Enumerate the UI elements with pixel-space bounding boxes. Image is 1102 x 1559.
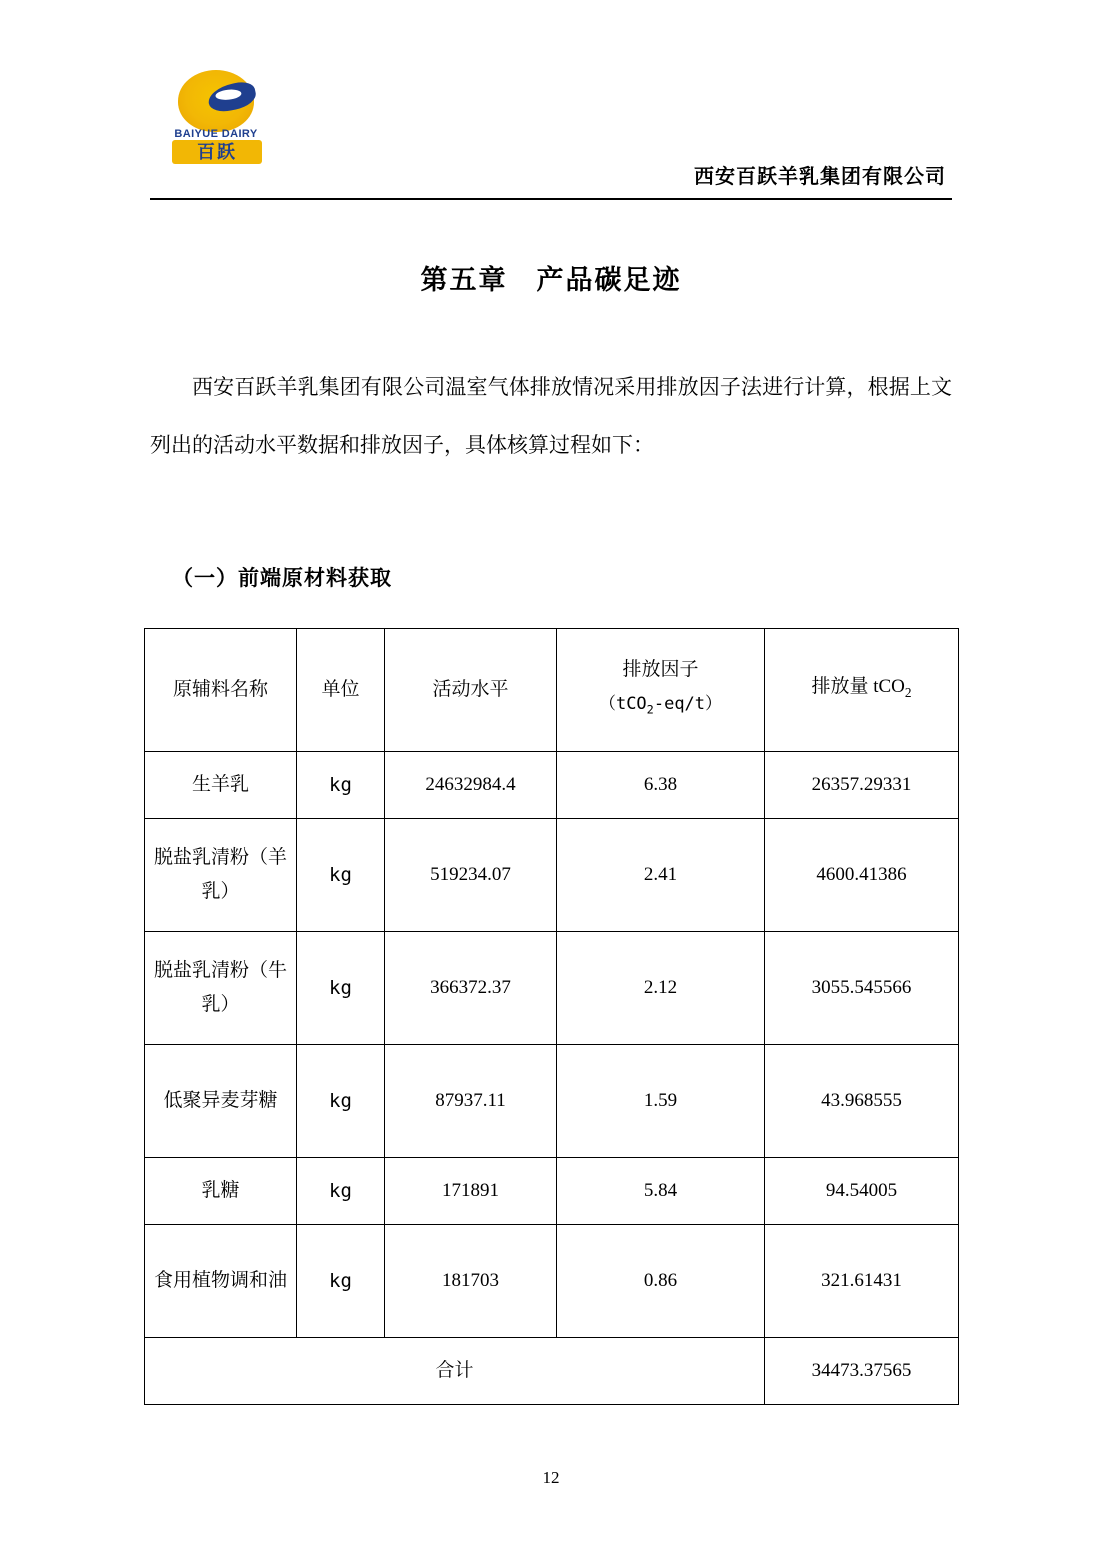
section-heading: （一）前端原材料获取 bbox=[172, 566, 392, 590]
company-logo-icon bbox=[162, 70, 270, 162]
cell-emissions: 26357.29331 bbox=[765, 752, 959, 819]
cell-material: 生羊乳 bbox=[145, 752, 297, 819]
cell-unit: kg bbox=[297, 819, 385, 932]
table-row bbox=[145, 932, 959, 1045]
table-row bbox=[145, 752, 959, 819]
table-row bbox=[145, 1158, 959, 1225]
page-header bbox=[150, 60, 952, 200]
cell-material: 低聚异麦芽糖 bbox=[145, 1045, 297, 1158]
cell-activity-level: 366372.37 bbox=[385, 932, 557, 1045]
cell-unit: kg bbox=[297, 752, 385, 819]
company-name: 西安百跃羊乳集团有限公司 bbox=[694, 166, 946, 188]
cell-unit: kg bbox=[297, 1158, 385, 1225]
header-emission-factor-line1: 排放因子 bbox=[622, 659, 699, 681]
cell-emission-factor: 1.59 bbox=[557, 1045, 765, 1158]
table-row bbox=[145, 1225, 959, 1338]
header-material: 原辅料名称 bbox=[145, 629, 297, 752]
header-unit: 单位 bbox=[297, 629, 385, 752]
header-activity-level: 活动水平 bbox=[385, 629, 557, 752]
cell-emission-factor: 0.86 bbox=[557, 1225, 765, 1338]
header-emission-factor bbox=[557, 629, 765, 752]
cell-unit: kg bbox=[297, 1225, 385, 1338]
cell-material: 脱盐乳清粉（羊乳） bbox=[145, 819, 297, 932]
cell-activity-level: 24632984.4 bbox=[385, 752, 557, 819]
cell-activity-level: 171891 bbox=[385, 1158, 557, 1225]
logo-disc-shape bbox=[178, 70, 254, 132]
cell-material: 乳糖 bbox=[145, 1158, 297, 1225]
emissions-table-wrapper bbox=[144, 628, 958, 1405]
cell-total-value: 34473.37565 bbox=[765, 1338, 959, 1405]
cell-emission-factor: 6.38 bbox=[557, 752, 765, 819]
cell-emissions: 43.968555 bbox=[765, 1045, 959, 1158]
logo-chinese-text: 百跃 bbox=[172, 140, 262, 164]
cell-total-label: 合计 bbox=[145, 1338, 765, 1405]
logo-english-text: BAIYUE DAIRY bbox=[174, 128, 258, 140]
emissions-table bbox=[144, 628, 959, 1405]
cell-material: 食用植物调和油 bbox=[145, 1225, 297, 1338]
intro-paragraph: 西安百跃羊乳集团有限公司温室气体排放情况采用排放因子法进行计算，根据上文列出的活动水平数据和排放因子，具体核算过程如下： bbox=[150, 375, 952, 457]
header-emissions: 排放量 tCO$_2$ bbox=[765, 629, 959, 752]
page-number: 12 bbox=[542, 1468, 560, 1487]
cell-unit: kg bbox=[297, 1045, 385, 1158]
header-emission-factor-line2: （tCO$_2$-eq/t） bbox=[598, 694, 723, 717]
table-row bbox=[145, 1045, 959, 1158]
cell-emissions: 94.54005 bbox=[765, 1158, 959, 1225]
chapter-title: 第五章 产品碳足迹 bbox=[420, 265, 682, 295]
cell-activity-level: 519234.07 bbox=[385, 819, 557, 932]
cell-emission-factor: 5.84 bbox=[557, 1158, 765, 1225]
cell-material: 脱盐乳清粉（牛乳） bbox=[145, 932, 297, 1045]
table-body bbox=[145, 752, 959, 1405]
cell-emission-factor: 2.12 bbox=[557, 932, 765, 1045]
cell-emissions: 4600.41386 bbox=[765, 819, 959, 932]
table-header-row bbox=[145, 629, 959, 752]
logo-swoosh-shape bbox=[206, 79, 258, 114]
header-divider bbox=[150, 198, 952, 200]
table-total-row bbox=[145, 1338, 959, 1405]
table-row bbox=[145, 819, 959, 932]
cell-activity-level: 87937.11 bbox=[385, 1045, 557, 1158]
cell-unit: kg bbox=[297, 932, 385, 1045]
cell-emissions: 321.61431 bbox=[765, 1225, 959, 1338]
cell-emission-factor: 2.41 bbox=[557, 819, 765, 932]
cell-activity-level: 181703 bbox=[385, 1225, 557, 1338]
cell-emissions: 3055.545566 bbox=[765, 932, 959, 1045]
